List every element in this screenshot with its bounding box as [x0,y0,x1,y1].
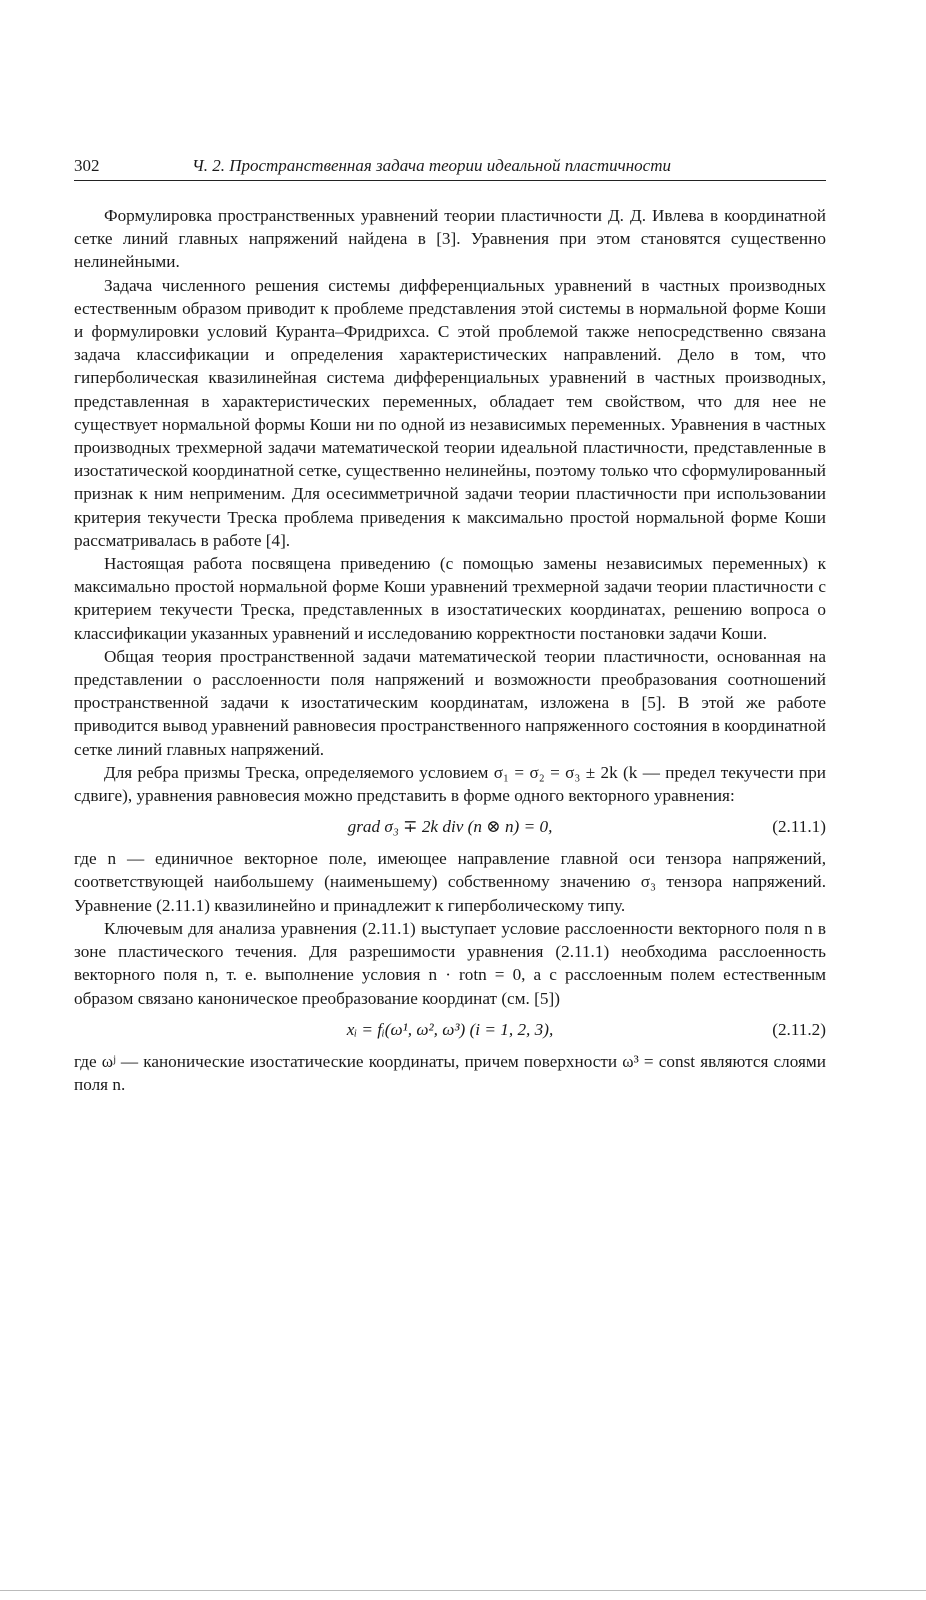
formula-2-11-2 [74,1012,826,1048]
bottom-scan-edge [0,1590,926,1591]
formula-expression: xᵢ = fᵢ(ω¹, ω², ω³) (i = 1, 2, 3), [346,1019,554,1039]
running-head: Ч. 2. Пространственная задача теории идеальной пластичности [192,156,671,175]
paragraph: Формулировка пространственных уравнений теории пластичности Д. Д. Ивлева в координатной сетке линий главных напряжений найдена в [3]. Уравнения при этом становятся существенно нелинейными. [74,206,826,272]
formula-expression: grad σ₃ ∓ 2k div (n ⊗ n) = 0, [347,817,553,837]
page-body [74,204,826,1096]
page-header [74,154,826,181]
paragraph: Для ребра призмы Треска, определяемого условием σ₁ = σ₂ = σ₃ ± 2k (k — предел текучести при сдвиге), уравнения равновесия можно представить в форме одного векторного уравнения: [74,762,826,806]
formula-number: (2.11.2) [772,1019,826,1039]
paragraph: где ωʲ — канонические изостатические координаты, причем поверхности ω³ = const являются слоями поля n. [74,1051,826,1094]
formula-number: (2.11.1) [772,817,826,837]
paragraph: Общая теория пространственной задачи математической теории пластичности, основанная на представлении о расслоенности поля напряжений и возможности преобразования соотношений пространственной задачи к изостатическим координатам, изложена в [5]. В этой же работе приводится вывод уравнений равновесия пространственного напряженного состояния в координатной сетке линий главных напряжений. [74,646,826,759]
formula-2-11-1 [74,809,826,845]
paragraph: Ключевым для анализа уравнения (2.11.1) выступает условие расслоенности векторного поля n в зоне пластического течения. Для разрешимости уравнения (2.11.1) необходима расслоенность векторного поля n, т. е. выполнение условия n · rotn = 0, а с расслоенным полем естественным образом связано каноническое преобразование координат (см. [5]) [74,918,826,1008]
page-number: 302 [74,156,100,175]
paragraph: Настоящая работа посвящена приведению (с помощью замены независимых переменных) к максимально простой нормальной форме Коши уравнений трехмерной задачи теории пластичности с критерием текучести Треска, представленных в изостатических координатах, решению вопроса о классификации указанных уравнений и исследованию корректности постановки задачи Коши. [74,554,826,643]
paragraph: где n — единичное векторное поле, имеющее направление главной оси тензора напряжений, соответствующей наибольшему (наименьшему) собственному значению σ₃ тензора напряжений. Уравнение (2.11.1) квазилинейно и принадлежит к гиперболическому типу. [74,849,826,915]
paragraph: Задача численного решения системы дифференциальных уравнений в частных производных естественным образом приводит к проблеме представления этой системы в нормальной форме Коши и формулировки условий Куранта–Фридрихса. С этой проблемой также непосредственно связана задача классификации и определения характеристических направлений. Дело в том, что гиперболическая квазилинейная система дифференциальных уравнений в частных производных, представленная в характеристических переменных, обладает тем свойством, что для нее не существует нормальной формы Коши ни по одной из независимых переменных. Уравнения в частных производных трехмерной задачи математической теории идеальной пластичности, представленные в изостатической координатной сетке, существенно нелинейны, поэтому только что сформулированный признак к ним неприменим. Для осесимметричной задачи теории пластичности при использовании критерия текучести Треска проблема приведения к максимально простой нормальной форме Коши рассматривалась в работе [4]. [74,275,826,550]
